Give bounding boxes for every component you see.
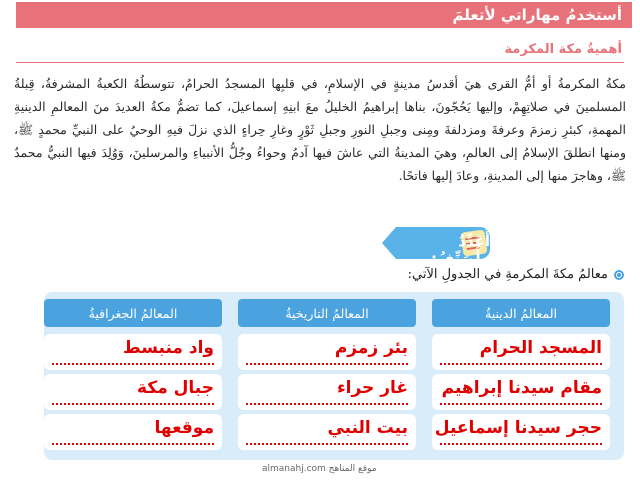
answer-line [440,403,602,405]
answer-line [52,443,214,445]
activity-tab [382,227,490,268]
answer-line [52,403,214,405]
answer-text: واد منبسط [123,338,214,358]
answer-text: جبال مكة [137,378,214,398]
answer-line [440,443,602,445]
answer-text: بيت النبي [327,418,408,438]
answer-line [246,363,408,365]
answer-line [246,403,408,405]
table-prompt: معالمُ مكةَ المكرمةِ في الجدولِ الآتي: [407,267,608,282]
header-religious: المعالمُ الدينيةُ [432,299,610,327]
answer-text: بئر زمزم [334,338,408,358]
answer-cell[interactable] [44,334,222,370]
answer-cell[interactable] [432,374,610,410]
answer-text: موقعها [154,418,214,438]
answer-line [440,363,602,365]
answer-cell[interactable] [432,414,610,450]
activity-tab-arrow [382,227,396,259]
answer-cell[interactable] [44,374,222,410]
answer-line [52,363,214,365]
answer-line [246,443,408,445]
header-historical: المعالمُ التاريخيةُ [238,299,416,327]
banner-title: أستخدمُ مهاراتي لأتعلمَ [452,6,622,24]
lesson-banner [16,2,632,28]
answer-cell[interactable] [238,334,416,370]
answer-text: المسجد الحرام [479,338,602,358]
answer-cell[interactable] [432,334,610,370]
answer-cell[interactable] [238,414,416,450]
bullet-icon [614,270,624,280]
site-watermark: almanahj.com موقع المناهج [262,464,377,474]
answer-cell[interactable] [238,374,416,410]
header-geographic: المعالمُ الجغرافيةُ [44,299,222,327]
prompt-row [408,267,624,282]
answer-text: حجر سيدنا إسماعيل [434,418,602,438]
activity-label: أُعَدِّدُ وأُصَنِّفُ: [431,232,490,268]
section-divider [16,62,624,63]
answer-text: غار حراء [336,378,408,398]
intro-paragraph: مكةُ المكرمةُ أو أمُّ القرى هيَ أقدسُ مدينةٍ في الإسلامِ، في قلبِها المسجدُ الحرامُ، تتوسطُهُ الكعبةُ المشرفةُ، قِبلةُ المسلمينَ في صلاتِهِمْ، وإليها يَحُجّونَ، بناها إبراهيمُ الخليلُ معَ ابنِهِ إسماعيلَ، كما تضمُّ مكةُ العديدَ منَ المعالمِ الدينيةِ المهمةِ، كبئرِ زمزمَ وعرفةَ ومزدلفةَ ومِنى وجبلِ النورِ وجبلِ ثَوْرٍ وغارِ حِراءٍ الذي نزلَ فيهِ الوحيُ على النبيِّ محمدٍ ﷺ، ومنها انطلقَ الإسلامُ إلى العالمِ، وهيَ المدينةُ التي عاشَ فيها آدمُ وحواءُ وجُلُّ الأنبياءِ والمرسلينَ، وَوُلِدَ فيها النبيُّ محمدٌ ﷺ، وهاجرَ منها إلى المدينةِ، وعادَ إليها فاتحًا. [14,76,626,183]
answer-text: مقام سيدنا إبراهيم [441,378,602,398]
section-title: أهميةُ مكة المكرمة [504,42,622,57]
answer-cell[interactable] [44,414,222,450]
